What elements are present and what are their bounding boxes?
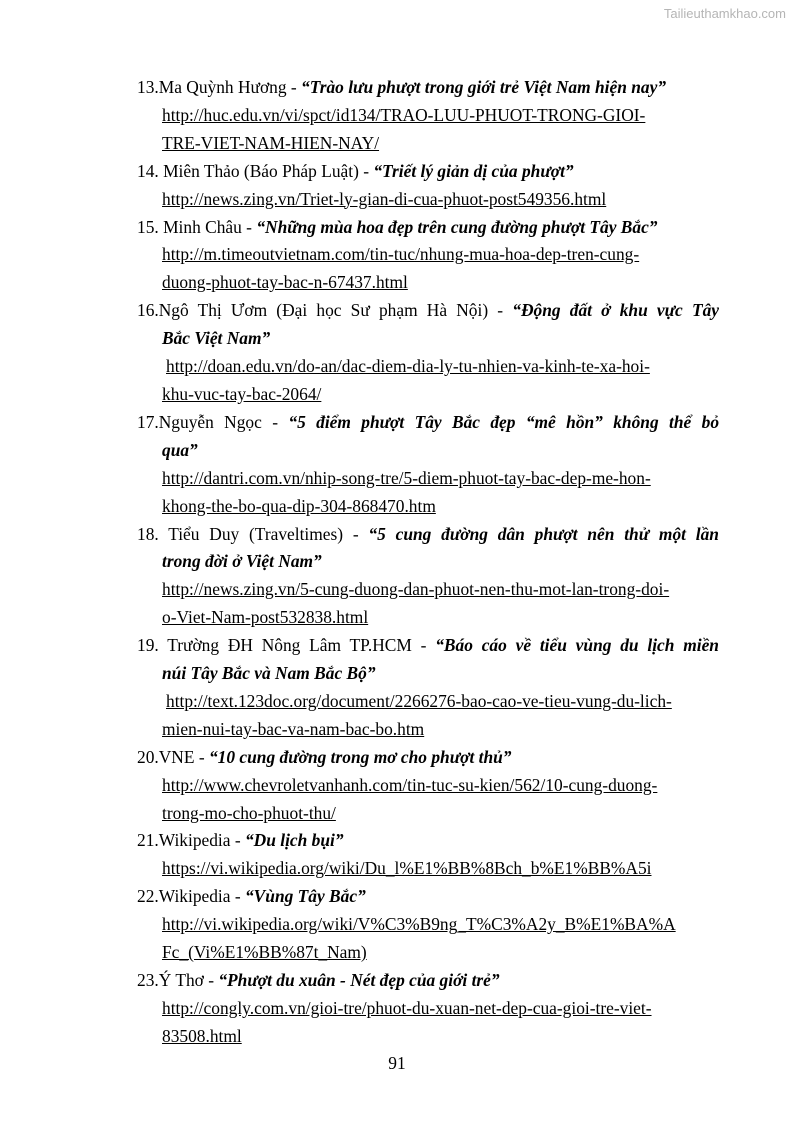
- reference-title: “Động đất ở khu vực Tây: [512, 300, 720, 321]
- reference-title: “Triết lý giản dị của phượt”: [373, 160, 574, 181]
- reference-title: “Những mùa hoa đẹp trên cung đường phượt Tây Bắc”: [256, 216, 658, 237]
- reference-link[interactable]: http://huc.edu.vn/vi/spct/id134/TRAO-LUU-PHUOT-TRONG-GIOI-: [162, 104, 646, 125]
- reference-author: Ngô Thị Ươm (Đại học Sư phạm Hà Nội) -: [158, 300, 513, 321]
- reference-link[interactable]: Fc_(Vi%E1%BB%87t_Nam): [162, 942, 367, 963]
- reference-item-14: [137, 158, 719, 214]
- page-number: 91: [388, 1053, 406, 1073]
- reference-author: Minh Châu -: [163, 216, 257, 237]
- reference-link[interactable]: https://vi.wikipedia.org/wiki/Du_l%E1%BB%8Bch_b%E1%BB%A5i: [162, 858, 652, 879]
- reference-item-23: [137, 967, 719, 1051]
- reference-author: Nguyễn Ngọc -: [158, 411, 289, 432]
- reference-link[interactable]: duong-phuot-tay-bac-n-67437.html: [162, 272, 408, 293]
- reference-title: “Báo cáo về tiểu vùng du lịch miền: [435, 635, 719, 656]
- reference-title: “Du lịch bụi”: [244, 830, 344, 851]
- reference-link[interactable]: mien-nui-tay-bac-va-nam-bac-bo.htm: [162, 718, 425, 739]
- reference-title: “Vùng Tây Bắc”: [244, 886, 366, 907]
- reference-number: 20.: [137, 746, 159, 767]
- reference-author: Tiểu Duy (Traveltimes) -: [168, 523, 369, 544]
- reference-author: Trường ĐH Nông Lâm TP.HCM -: [167, 635, 436, 656]
- reference-number: 18.: [137, 523, 169, 544]
- reference-number: 13.: [137, 77, 159, 97]
- reference-number: 17.: [137, 411, 159, 432]
- reference-item-19: [137, 632, 719, 744]
- reference-item-16: [137, 297, 719, 409]
- reference-author: Ý Thơ -: [158, 970, 219, 990]
- reference-link[interactable]: http://congly.com.vn/gioi-tre/phuot-du-xuan-net-dep-cua-gioi-tre-viet-: [162, 997, 652, 1018]
- reference-number: 23.: [137, 970, 159, 990]
- reference-number: 16.: [137, 300, 159, 321]
- reference-link[interactable]: http://news.zing.vn/Triet-ly-gian-di-cua-phuot-post549356.html: [162, 188, 607, 209]
- reference-author: VNE -: [158, 746, 209, 767]
- reference-author: Miên Thảo (Báo Pháp Luật) -: [163, 160, 374, 181]
- reference-item-22: [137, 883, 719, 967]
- reference-title: “Phượt du xuân - Nét đẹp của giới trẻ”: [218, 970, 500, 990]
- reference-item-20: [137, 744, 719, 828]
- reference-title-continued: qua”: [162, 439, 198, 460]
- reference-link[interactable]: 83508.html: [162, 1025, 242, 1046]
- reference-list: [137, 74, 719, 1051]
- reference-item-21: [137, 827, 719, 883]
- reference-title: “5 điểm phượt Tây Bắc đẹp “mê hồn” không thể bỏ: [288, 411, 720, 432]
- reference-link[interactable]: http://news.zing.vn/5-cung-duong-dan-phuot-nen-thu-mot-lan-trong-doi-: [162, 579, 670, 600]
- reference-number: 15.: [137, 216, 164, 237]
- reference-link[interactable]: http://vi.wikipedia.org/wiki/V%C3%B9ng_T%C3%A2y_B%E1%BA%A: [162, 914, 676, 935]
- reference-author: Wikipedia -: [158, 830, 245, 851]
- reference-link[interactable]: http://m.timeoutvietnam.com/tin-tuc/nhung-mua-hoa-dep-tren-cung-: [162, 244, 640, 265]
- reference-link[interactable]: khong-the-bo-qua-dip-304-868470.htm: [162, 495, 436, 516]
- reference-link[interactable]: http://text.123doc.org/document/2266276-bao-cao-ve-tieu-vung-du-lich-: [166, 690, 672, 711]
- reference-link[interactable]: http://dantri.com.vn/nhip-song-tre/5-diem-phuot-tay-bac-dep-me-hon-: [162, 467, 651, 488]
- reference-number: 14.: [137, 160, 164, 181]
- reference-title-continued: trong đời ở Việt Nam”: [162, 551, 322, 572]
- reference-link[interactable]: TRE-VIET-NAM-HIEN-NAY/: [162, 132, 380, 153]
- reference-item-18: [137, 521, 719, 633]
- reference-link[interactable]: http://www.chevroletvanhanh.com/tin-tuc-su-kien/562/10-cung-duong-: [162, 774, 658, 795]
- reference-number: 21.: [137, 830, 159, 851]
- reference-title: “Trào lưu phượt trong giới trẻ Việt Nam hiện nay”: [301, 77, 667, 97]
- reference-item-17: [137, 409, 719, 521]
- reference-author: Wikipedia -: [158, 886, 245, 907]
- reference-author: Ma Quỳnh Hương -: [158, 77, 302, 97]
- reference-title-continued: núi Tây Bắc và Nam Bắc Bộ”: [162, 663, 376, 684]
- reference-number: 22.: [137, 886, 159, 907]
- reference-item-15: [137, 214, 719, 298]
- reference-title: “10 cung đường trong mơ cho phượt thủ”: [208, 746, 512, 767]
- reference-link[interactable]: trong-mo-cho-phuot-thu/: [162, 802, 336, 823]
- reference-item-13: [137, 74, 719, 158]
- reference-link[interactable]: o-Viet-Nam-post532838.html: [162, 607, 369, 628]
- watermark-text: Tailieuthamkhao.com: [663, 6, 786, 21]
- reference-link[interactable]: http://doan.edu.vn/do-an/dac-diem-dia-ly-tu-nhien-va-kinh-te-xa-hoi-: [166, 356, 650, 377]
- reference-number: 19.: [137, 635, 168, 656]
- reference-title: “5 cung đường dân phượt nên thử một lần: [368, 523, 719, 544]
- reference-link[interactable]: khu-vuc-tay-bac-2064/: [162, 383, 322, 404]
- reference-title-continued: Bắc Việt Nam”: [162, 328, 271, 349]
